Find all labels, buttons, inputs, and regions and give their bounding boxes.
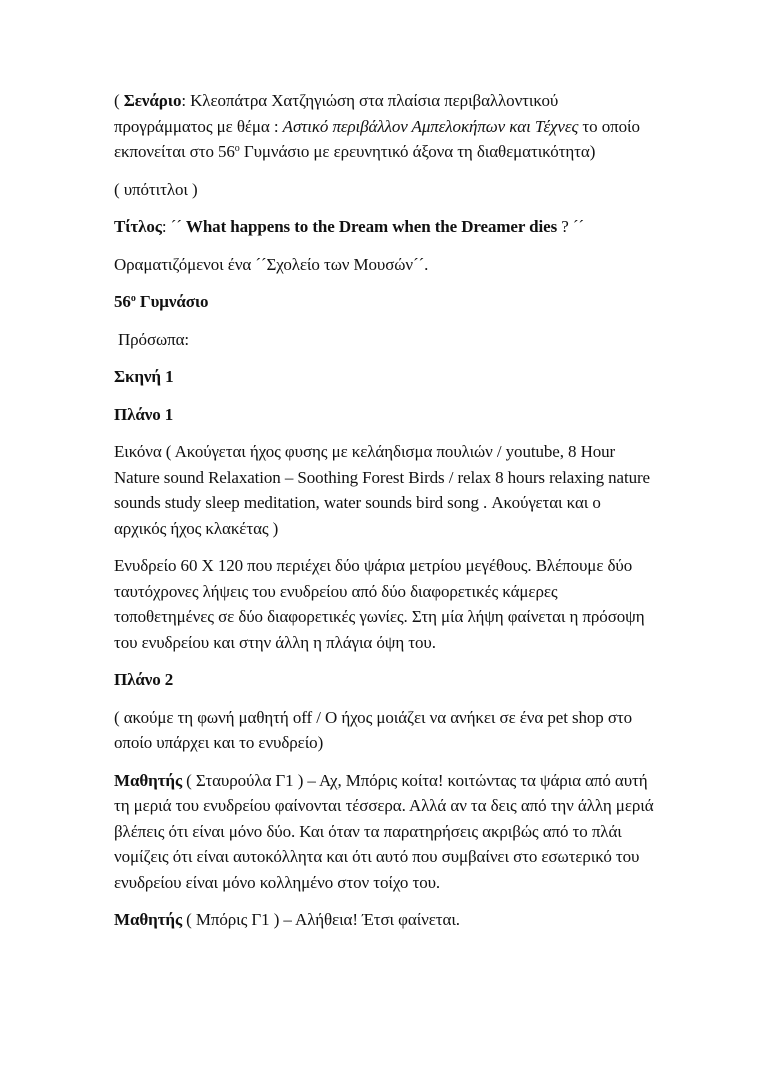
dialogue-line-2: Μαθητής ( Μπόρις Γ1 ) – Αλήθεια! Έτσι φαίνεται. xyxy=(114,910,460,929)
speaker-label: Μαθητής xyxy=(114,910,183,929)
shot-2-heading: Πλάνο 2 xyxy=(114,670,174,689)
program-topic: Αστικό περιβάλλον Αμπελοκήπων και Τέχνες xyxy=(282,116,579,136)
subtitle-line: Οραματιζόμενοι ένα ´´Σχολείο των Μουσών´´. xyxy=(114,254,429,274)
scenario-label: Σενάριο xyxy=(123,91,182,110)
speaker-label: Μαθητής xyxy=(114,770,183,790)
play-title: What happens to the Dream when the Dreamer dies xyxy=(185,217,558,236)
title-label: Τίτλος xyxy=(114,217,162,236)
dialogue-line-1: Μαθητής ( Σταυρούλα Γ1 ) – Αχ, Μπόρις κοίτα! κοιτώντας τα ψάρια από αυτή τη μεριά του ενυδρείου φαίνονται τέσσερα. Αλλά αν τα δεις από την άλλη μεριά βλέπεις ότι είναι μόνο δύο. Και όταν τα παρατηρήσεις ακριβώς από το πλάι νομίζεις ότι είναι αυτοκόλλητα και ότι αυτό που συμβαίνει στο εσωτερικό του ενυδρείου είναι μόνο κολλημένο στον τοίχο του. xyxy=(114,770,654,892)
voice-off-note: ( ακούμε τη φωνή μαθητή off / Ο ήχος μοιάζει να ανήκει σε ένα pet shop στο οποίο υπάρχει και το ενυδρείο) xyxy=(114,707,633,752)
scene-heading: Σκηνή 1 xyxy=(114,367,174,386)
scenario-paragraph: ( Σενάριο: Κλεοπάτρα Χατζηγιώση στα πλαίσια περιβαλλοντικού προγράμματος με θέμα : Αστικό περιβάλλον Αμπελοκήπων και Τέχνες το οποίο εκπονείται στο $56^o$ Γυμνάσιο με ερευνητικό άξονα τη διαθεματικότητα) xyxy=(114,91,640,161)
document-page xyxy=(114,88,654,945)
aquarium-description: Ενυδρείο 60 Χ 120 που περιέχει δύο ψάρια μετρίου μεγέθους. Βλέπουμε δύο ταυτόχρονες λήψεις του ενυδρείου από δύο διαφορετικές κάμερες τοποθετημένες σε δύο διαφορετικές γωνίες. Στη μία λήψη φαίνεται η πρόσοψη του ενυδρείου και στην άλλη η πλάγια όψη του. xyxy=(114,556,645,652)
image-description: Εικόνα ( Ακούγεται ήχος φυσης με κελάηδισμα πουλιών / youtube, 8 Hour Nature sound Relaxation – Soothing Forest Birds / relax 8 hours relaxing nature sounds study sleep meditation, water sounds bird song . Ακούγεται και ο αρχικός ήχος κλακέτας ) xyxy=(114,442,651,538)
characters-label: Πρόσωπα: xyxy=(118,329,190,349)
subtitles-note: ( υπότιτλοι ) xyxy=(114,179,198,199)
school-heading: $56^o$ Γυμνάσιο xyxy=(114,292,209,311)
title-line: Τίτλος: ´´ What happens to the Dream when the Dreamer dies ? ´´ xyxy=(114,217,584,236)
shot-1-heading: Πλάνο 1 xyxy=(114,404,174,424)
